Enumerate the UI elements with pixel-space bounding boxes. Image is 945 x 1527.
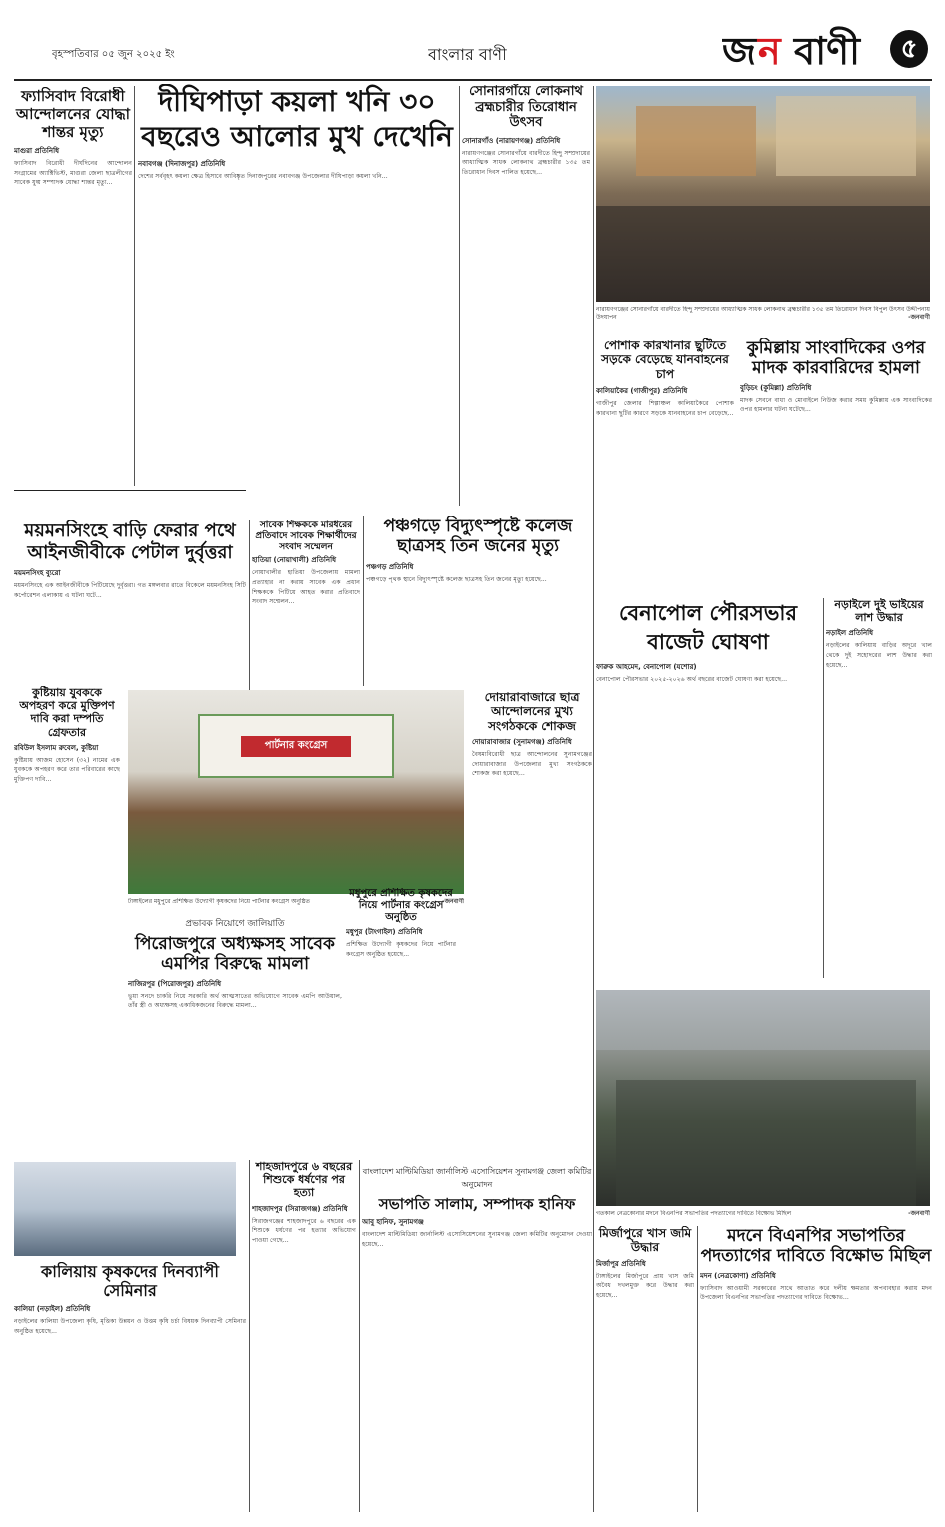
article-title: পিরোজপুরে অধ্যক্ষসহ সাবেক এমপির বিরুদ্ধে মামলা [135, 934, 335, 975]
rally-image-icon [596, 990, 930, 1206]
column-divider [359, 1160, 360, 1512]
article-byline: মধুপুর (টাংগাইল) প্রতিনিধি [346, 928, 423, 936]
rally-caption [596, 1210, 930, 1222]
article-byline: মাগুরা প্রতিনিধি [14, 147, 60, 155]
article-madhupur [346, 888, 456, 1158]
article-lead: বাংলাদেশ মাল্টিমিডিয়া জার্নালিস্ট এসোসিয়েশনের সুনামগঞ্জ জেলা কমিটির অনুমোদন দেওয়া হয়েছে... [362, 1231, 592, 1248]
article-title: দোয়ারাবাজারে ছাত্র আন্দোলনের মুখ্য সংগঠককে শোকজ [484, 690, 580, 733]
masthead-rule [14, 79, 932, 81]
article-title: ময়মনসিংহে বাড়ি ফেরার পথে আইনজীবীকে পেটাল দুর্বৃত্তরা [24, 520, 236, 563]
column-divider [697, 1226, 698, 1512]
article-lead: ভুয়া সনদে চাকরি নিয়ে সরকারি অর্থ আত্মসাতের অভিযোগে সাবেক এমপি আউয়াল, তাঁর স্ত্রী ও অধ্যক্ষসহ একাধিকজনের বিরুদ্ধে মামলা... [128, 992, 342, 1010]
rally-photo [596, 990, 930, 1206]
article-narail [826, 598, 932, 978]
article-lead: নারায়ণগঞ্জের সোনারগাঁয়ে বারদীতে হিন্দু সম্প্রদায়ের আধ্যাত্মিক সাধক লোকনাথ ব্রহ্মচারীর ১৩৫ তম তিরোধান দিবস পালিত হয়েছে... [462, 149, 590, 177]
article-byline: কালিয়াকৈর (গাজীপুর) প্রতিনিধি [596, 387, 688, 396]
article-sonargaon [462, 84, 590, 504]
article-title: কালিয়ায় কৃষকদের দিনব্যাপী সেমিনার [41, 1262, 219, 1301]
paper-logo-icon [722, 26, 882, 72]
crowd-image-icon [596, 86, 930, 302]
kalia-photo [14, 1162, 236, 1256]
caption-credit: -জনবাণী [908, 313, 930, 321]
article-byline: মির্জাপুর প্রতিনিধি [596, 1259, 646, 1268]
event-banner-text: পার্টনার কংগ্রেস [241, 736, 351, 757]
svg-text:বাণী: বাণী [794, 29, 861, 72]
article-kushtia [14, 686, 120, 1156]
article-title: সোনারগাঁয়ে লোকনাথ ব্রহ্মচারীর তিরোধান উৎসব [469, 84, 583, 131]
column-divider [823, 598, 824, 978]
page-number: ৫ [890, 30, 928, 68]
article-title: নড়াইলে দুই ভাইয়ের লাশ উদ্ধার [834, 598, 924, 625]
article-lead: ময়মনসিংহে এক আইনজীবীকে পিটিয়েছে দুর্বৃত্তরা। গত মঙ্গলবার রাতে বিকেলে ময়মনসিংহ সিটি কর্পোরেশন এলাকায় এ ঘটনা ঘটে... [14, 582, 246, 599]
article-byline: শাহজাদপুর (সিরাজগঞ্জ) প্রতিনিধি [252, 1204, 348, 1213]
article-lead: পঞ্চগড়ে পৃথক স্থানে বিদ্যুৎস্পৃষ্টে কলেজ ছাত্রসহ তিন জনের মৃত্যু হয়েছে... [366, 575, 547, 583]
issue-date: বৃহস্পতিবার ০৫ জুন ২০২৫ ইং [52, 49, 175, 60]
article-byline: হাতিয়া (নোয়াখালী) প্রতিনিধি [252, 556, 337, 565]
column-divider [134, 86, 135, 486]
article-byline: নাজিরপুর (পিরোজপুর) প্রতিনিধি [128, 979, 222, 988]
sonargaon-caption [596, 306, 930, 328]
article-lead: দেশের সর্ববৃহৎ কয়লা ক্ষেত্র হিসাবে আবিষ্কৃত দিনাজপুরের নবাবগঞ্জ উপজেলার দীঘিপাড়া কয়লা খনি... [138, 173, 388, 181]
article-title: পঞ্চগড়ে বিদ্যুৎস্পৃষ্টে কলেজ ছাত্রসহ তিন জনের মৃত্যু [383, 516, 573, 557]
paper-logo [722, 26, 882, 72]
caption-credit: -জনবাণী [442, 898, 464, 905]
article-byline: পঞ্চগড় প্রতিনিধি [366, 562, 414, 571]
article-byline: আবু হানিফ, সুনামগঞ্জ [362, 1218, 424, 1226]
article-title: মধুপুরে প্রশিক্ষিত কৃষকদের নিয়ে পার্টনার কংগ্রেস অনুষ্ঠিত [349, 888, 453, 923]
caption-text: টাঙ্গাইলের মধুপুরে প্রশিক্ষিত উদ্যোগী কৃষকদের নিয়ে পার্টনার কংগ্রেস অনুষ্ঠিত [128, 898, 311, 905]
article-shahjadpur [252, 1160, 356, 1512]
svg-text:জ: জ [722, 29, 756, 72]
article-coal [138, 84, 456, 484]
article-lead: নড়াইলের কালিয়ায় বাড়ির অদূরে খাল থেকে দুই সহোদরের লাশ উদ্ধার করা হয়েছে... [826, 642, 932, 669]
article-lead: টাঙ্গাইলের মির্জাপুরে প্রায় খাস জমি অবৈধ দখলমুক্ত করে উদ্ধার করা হয়েছে... [596, 1272, 694, 1300]
article-pirojpur [128, 916, 342, 1126]
article-byline: মদন (নেত্রকোণা) প্রতিনিধি [700, 1271, 776, 1280]
article-lead: বেনাপোল পৌরসভার ২০২৫-২০২৬ অর্থ বছরের বাজেট ঘোষণা করা হয়েছে... [596, 675, 788, 683]
sonargaon-photo [596, 86, 930, 302]
article-title: পোশাক কারখানার ছুটিতে সড়কে বেড়েছে যানবাহনের চাপ [601, 338, 729, 381]
article-title: মির্জাপুরে খাস জমি উদ্ধার [598, 1226, 692, 1255]
article-title: কুমিল্লায় সাংবাদিকের ওপর মাদক কারবারিদের হামলা [746, 338, 926, 379]
article-title: কুষ্টিয়ায় যুবককে অপহরণ করে মুক্তিপণ দাবি করা দম্পতি গ্রেফতার [19, 686, 115, 739]
article-comilla [740, 338, 932, 593]
article-lead: বৈষম্যবিরোধী ছাত্র আন্দোলনের সুনামগঞ্জের দোয়ারাবাজার উপজেলার মুখ্য সংগঠককে শোকজ করা হয়েছে... [472, 751, 592, 778]
article-lead: নোয়াখালীর হাতিয়া উপজেলায় মামলা প্রত্যাহার না করায় সাবেক এক প্রধান শিক্ষককে পিটিয়ে আহত করার প্রতিবাদে সংবাদ সম্মেলন... [252, 569, 360, 606]
partner-congress-photo [128, 690, 464, 894]
section-title: বাংলার বাণী [428, 45, 507, 64]
section-rule [14, 490, 246, 491]
caption-text: গতকাল নেত্রকোনার মদনে বিএনপির সভাপতির পদত্যাগের দাবিতে বিক্ষোভ মিছিল [596, 1210, 792, 1217]
event-banner [198, 714, 394, 778]
article-lead: ফ্যাসিবাদ আওয়ামী সরকারের সাথে আতাত করে দলীয় ক্ষমতার অপব্যবহার করায় মদন উপজেলা বিএনপির সভাপতির পদত্যাগের দাবিতে বিক্ষোভ... [700, 1284, 932, 1302]
article-lead: মাদক সেবনে বাধা ও মোবাইলে নিউজ করার সময় কুমিল্লায় এক সাংবাদিকের ওপর হামলার ঘটনা ঘটেছে... [740, 396, 932, 414]
article-lead: প্রশিক্ষিত উদ্যোগী কৃষকদের নিয়ে পার্টনার কংগ্রেস অনুষ্ঠিত হয়েছে... [346, 941, 456, 958]
article-lead: গাজীপুর জেলার শিল্পাঞ্চল কালিয়াকৈরে পোশাক কারখানা ছুটির কারণে সড়কে যানবাহনের চাপ বেড়েছে... [596, 400, 734, 417]
article-lead: ফ্যাসিবাদ বিরোধী দীর্ঘদিনের আন্দোলন সংগ্রামের অ্যাক্টিভিস্ট, মাগুরা জেলা ছাত্রলীগের সাবেক যুগ্ম সম্পাদক যোদ্ধা শান্তর মৃত্যু... [14, 160, 132, 187]
article-panchagarh [366, 516, 590, 686]
article-title: সাবেক শিক্ষককে মারধরের প্রতিবাদে সাবেক শিক্ষার্থীদের সংবাদ সম্মেলন [255, 520, 357, 552]
article-doarabazar [472, 690, 592, 880]
article-title: বেনাপোল পৌরসভার বাজেট ঘোষণা [618, 600, 798, 655]
article-madan [700, 1226, 932, 1512]
article-kicker: প্রভাবক নিয়োগে জালিয়াতি [185, 919, 285, 929]
caption-credit: -জনবাণী [908, 1210, 930, 1217]
column-divider [593, 86, 594, 1512]
caption-text: নারায়ণগঞ্জের সোনারগাঁয়ে বারদীতে হিন্দু সম্প্রদায়ের আধ্যাত্মিক সাধক লোকনাথ ব্রহ্মচারীর ১৩৫ তম তিরোধান দিবস বিপুল উৎসব উদ্দীপনায় উদযাপন [596, 306, 930, 321]
article-title: সভাপতি সালাম, সম্পাদক হানিফ [378, 1195, 576, 1213]
article-byline: সোনারগাঁও (নারায়ণগঞ্জ) প্রতিনিধি [462, 136, 561, 145]
article-lead: কুষ্টিয়ায় আজম হোসেন (৩২) নামের এক যুবককে অপহরণ করে তার পরিবারের কাছে মুক্তিপণ দাবি... [14, 756, 120, 784]
article-byline: নড়াইল প্রতিনিধি [826, 629, 874, 638]
article-byline: নবাবগঞ্জ (দিনাজপুর) প্রতিনিধি [138, 160, 226, 168]
article-title: মদনে বিএনপির সভাপতির পদত্যাগের দাবিতে বিক্ষোভ মিছিল [700, 1226, 932, 1267]
column-divider [459, 86, 460, 506]
svg-text:ন: ন [758, 29, 781, 72]
article-lead: নড়াইলের কালিয়া উপজেলা কৃষি, মৃত্তিকা উন্নয়ন ও উত্তম কৃষি চর্চা বিষয়ক দিনব্যাপী সেমিনার অনুষ্ঠিত হয়েছে... [14, 1318, 246, 1336]
article-mymensingh [14, 520, 246, 680]
article-kicker: বাংলাদেশ মাল্টিমিডিয়া জার্নালিস্ট এসোসিয়েশন সুনামগঞ্জ জেলা কমিটির অনুমোদন [362, 1167, 592, 1189]
article-byline: বুড়িচং (কুমিল্লা) প্রতিনিধি [740, 383, 812, 392]
article-title: শাহজাদপুরে ৬ বছরের শিশুকে ধর্ষণের পর হত্যা [255, 1160, 353, 1200]
article-byline: দোয়ারাবাজার (সুনামগঞ্জ) প্রতিনিধি [472, 738, 572, 747]
masthead [0, 0, 945, 80]
column-divider [249, 1160, 250, 1512]
article-kalia [14, 1262, 246, 1512]
article-mirzapur [596, 1226, 694, 1512]
article-benapole [596, 598, 820, 758]
article-sunamganj [362, 1166, 592, 1512]
article-byline: ফারুক আহমেদ, বেনাপোল (যশোর) [596, 662, 697, 671]
article-title: ফ্যাসিবাদ বিরোধী আন্দোলনের যোদ্ধা শান্তর মৃত্যু [16, 87, 130, 141]
column-divider [249, 520, 250, 690]
article-lead: সিরাজগঞ্জের শাহজাদপুরে ৬ বছরের এক শিশুকে ধর্ষণের পর হত্যার অভিযোগ পাওয়া গেছে... [252, 1217, 356, 1244]
article-title: দীঘিপাড়া কয়লা খনি ৩০ বছরেও আলোর মুখ দেখেনি [141, 85, 453, 153]
article-byline: রবিউল ইসলাম রুবেল, কুষ্টিয়া [14, 743, 99, 752]
article-byline: কালিয়া (নড়াইল) প্রতিনিধি [14, 1305, 91, 1314]
article-fascism [14, 87, 132, 487]
article-byline: ময়মনসিংহ ব্যুরো [14, 569, 61, 578]
column-divider [363, 516, 364, 686]
